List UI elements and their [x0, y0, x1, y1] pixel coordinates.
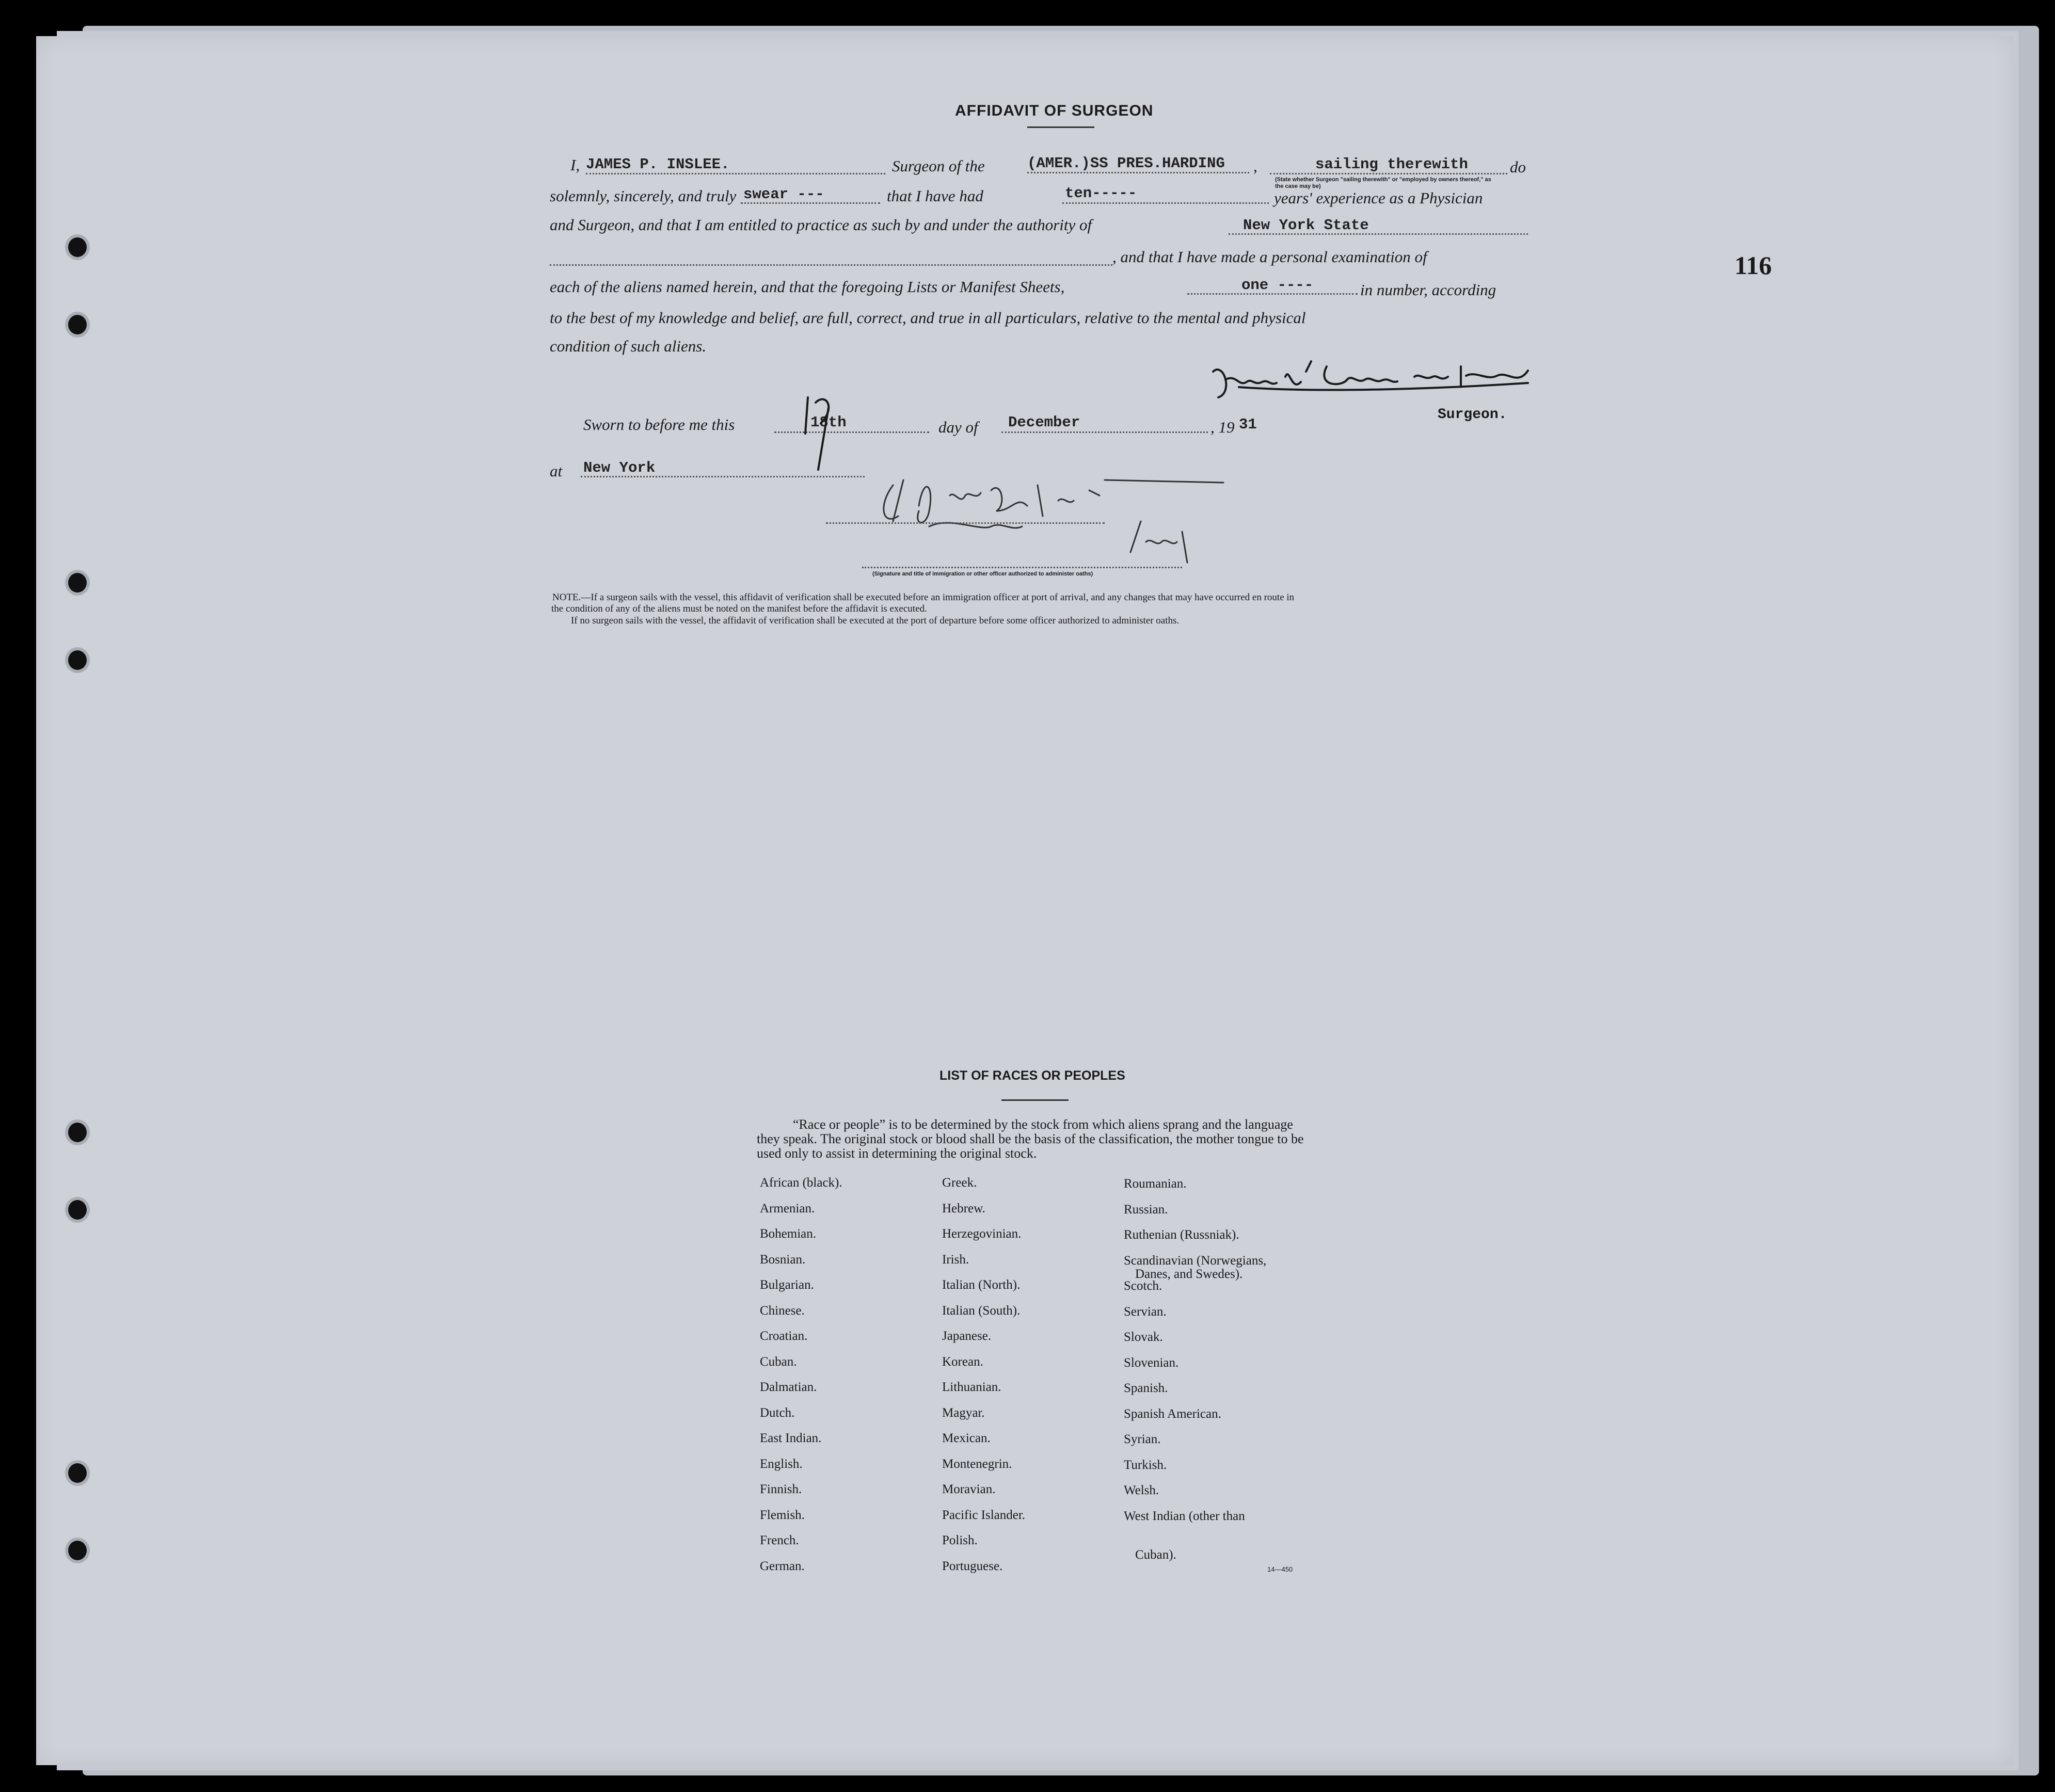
binder-hole-5: [68, 1123, 87, 1142]
that-i-have-text: that I have had: [887, 187, 983, 205]
race-item: Croatian.: [760, 1329, 808, 1343]
binder-hole-6: [68, 1200, 87, 1220]
races-intro: “Race or people” is to be determined by the stock from which aliens sprang and the language they speak. The original stock or blood shall be the basis of the classification, the mother tongue to be used only to assist in determining the original stock.: [757, 1117, 1304, 1161]
race-item: Servian.: [1124, 1304, 1167, 1319]
surgeon-name: JAMES P. INSLEE.: [586, 156, 730, 173]
race-item: Chinese.: [760, 1303, 805, 1318]
race-item: Moravian.: [942, 1482, 996, 1496]
condition-text: condition of such aliens.: [550, 337, 707, 355]
surgeon-signature: [1208, 356, 1538, 403]
and-surgeon-text: and Surgeon, and that I am entitled to practice as such by and under the authority of: [550, 216, 1092, 234]
sworn-text: Sworn to before me this: [583, 415, 735, 434]
in-number-text: in number, according: [1360, 281, 1496, 299]
surgeon-name-line: [586, 173, 885, 174]
sailing-status: sailing therewith: [1315, 156, 1468, 173]
race-item: Montenegrin.: [942, 1457, 1012, 1471]
vessel-comma: ,: [1253, 157, 1257, 175]
at-label: at: [550, 462, 563, 480]
years-line: [1062, 202, 1269, 204]
state-note: (State whether Surgeon "sailing therewith" or "employed by owners thereof," as the case may be): [1275, 177, 1491, 189]
races-title: LIST OF RACES OR PEOPLES: [939, 1068, 1125, 1083]
sailing-status-line: [1270, 173, 1507, 174]
officer-caption: (Signature and title of immigration or other officer authorized to administer oaths): [872, 571, 1093, 577]
race-item: Flemish.: [760, 1508, 805, 1522]
experience-text: years' experience as a Physician: [1274, 189, 1483, 207]
solemnly-text: solemnly, sincerely, and truly: [550, 187, 737, 205]
race-item: Herzegovinian.: [942, 1227, 1022, 1241]
binder-hole-4: [68, 650, 87, 670]
race-item: African (black).: [760, 1176, 842, 1190]
race-item: Bosnian.: [760, 1252, 806, 1267]
sworn-day: 18th: [810, 414, 847, 431]
race-item: Scandinavian (Norwegians,: [1124, 1253, 1267, 1268]
race-item: Russian.: [1124, 1202, 1168, 1217]
binder-hole-2: [68, 315, 87, 334]
binder-hole-8: [68, 1541, 87, 1560]
race-item: Slovenian.: [1124, 1355, 1179, 1370]
race-item: Greek.: [942, 1176, 977, 1190]
officer-signature: [872, 470, 1254, 573]
authority-line-2: [550, 264, 1112, 266]
race-item: Turkish.: [1124, 1458, 1167, 1472]
surgeon-of-label: Surgeon of the: [892, 157, 985, 175]
title-rule: [1027, 126, 1094, 128]
race-item: Spanish.: [1124, 1381, 1168, 1395]
race-item: Slovak.: [1124, 1330, 1163, 1344]
race-item: Irish.: [942, 1252, 969, 1267]
race-item: English.: [760, 1457, 803, 1471]
note-line-2: the condition of any of the aliens must be noted on the manifest before the affidavit is executed.: [551, 603, 927, 614]
place-value: New York: [583, 459, 656, 476]
race-item: Hebrew.: [942, 1201, 985, 1215]
race-item: Dutch.: [760, 1405, 795, 1420]
race-item: Welsh.: [1124, 1483, 1159, 1497]
race-item: Japanese.: [942, 1329, 992, 1343]
race-item: French.: [760, 1533, 799, 1547]
binder-hole-3: [68, 573, 87, 593]
sworn-month: December: [1008, 414, 1080, 431]
race-item: Lithuanian.: [942, 1380, 1001, 1394]
form-code: 14—450: [1267, 1565, 1293, 1573]
race-item: Pacific Islander.: [942, 1508, 1026, 1522]
do-label: do: [1510, 158, 1526, 176]
race-item: Armenian.: [760, 1201, 815, 1215]
race-item: Dalmatian.: [760, 1380, 817, 1394]
personal-exam-text: , and that I have made a personal examination of: [1112, 248, 1427, 266]
race-item: East Indian.: [760, 1431, 822, 1445]
pre-name: I,: [570, 156, 580, 174]
race-item: Korean.: [942, 1354, 983, 1369]
note-line-1: NOTE.—If a surgeon sails with the vessel, this affidavit of verification shall be executed before an immigration officer at port of arrival, and any changes that may have occurred en route in: [552, 592, 1295, 603]
swear-line: [741, 202, 880, 204]
vessel-name: (AMER.)SS PRES.HARDING: [1027, 155, 1225, 172]
race-item: Finnish.: [760, 1482, 802, 1496]
race-item: Cuban).: [1135, 1548, 1176, 1562]
years-value: ten-----: [1065, 185, 1137, 202]
authority-value: New York State: [1243, 217, 1369, 234]
race-item: Cuban.: [760, 1354, 797, 1369]
race-item: Spanish American.: [1124, 1406, 1221, 1421]
race-item: Magyar.: [942, 1405, 985, 1420]
race-item: Roumanian.: [1124, 1177, 1187, 1191]
year-prefix: , 19: [1210, 418, 1235, 436]
races-title-rule: [1001, 1099, 1069, 1101]
sheets-value: one ----: [1241, 277, 1314, 294]
binder-hole-7: [68, 1463, 87, 1483]
race-item: German.: [760, 1559, 805, 1573]
officer-line: [826, 522, 1105, 524]
surgeon-label: Surgeon.: [1438, 407, 1507, 423]
note-line-3: If no surgeon sails with the vessel, the affidavit of verification shall be executed at the port of departure before some officer authorized to administer oaths.: [571, 615, 1180, 626]
race-item: Syrian.: [1124, 1432, 1161, 1446]
race-item: Italian (South).: [942, 1303, 1021, 1318]
each-of-text: each of the aliens named herein, and that the foregoing Lists or Manifest Sheets,: [550, 278, 1065, 296]
vessel-line: [1027, 172, 1249, 173]
sworn-month-line: [1001, 431, 1208, 433]
race-item: Ruthenian (Russniak).: [1124, 1228, 1239, 1242]
swear-value: swear ---: [743, 186, 824, 203]
page-number: 116: [1734, 251, 1772, 280]
officer-line-2: [862, 567, 1182, 568]
day-handwriting: [798, 392, 839, 475]
race-item: Bohemian.: [760, 1227, 817, 1241]
affidavit-title: AFFIDAVIT OF SURGEON: [955, 102, 1154, 119]
race-item: Polish.: [942, 1533, 978, 1547]
race-item: Italian (North).: [942, 1278, 1021, 1292]
race-item: West Indian (other than: [1124, 1509, 1245, 1523]
authority-line: [1229, 233, 1528, 235]
binder-hole-1: [68, 237, 87, 257]
race-item: Danes, and Swedes).: [1135, 1267, 1243, 1281]
race-item: Mexican.: [942, 1431, 991, 1445]
race-item: Bulgarian.: [760, 1278, 814, 1292]
day-of-text: day of: [938, 418, 978, 436]
race-item: Scotch.: [1124, 1279, 1162, 1293]
sheets-line: [1187, 293, 1358, 295]
race-item: Portuguese.: [942, 1559, 1003, 1573]
place-line: [581, 476, 865, 477]
best-of-text: to the best of my knowledge and belief, are full, correct, and true in all particulars, relative to the mental and physical: [550, 309, 1306, 327]
sworn-year: 31: [1239, 416, 1257, 433]
